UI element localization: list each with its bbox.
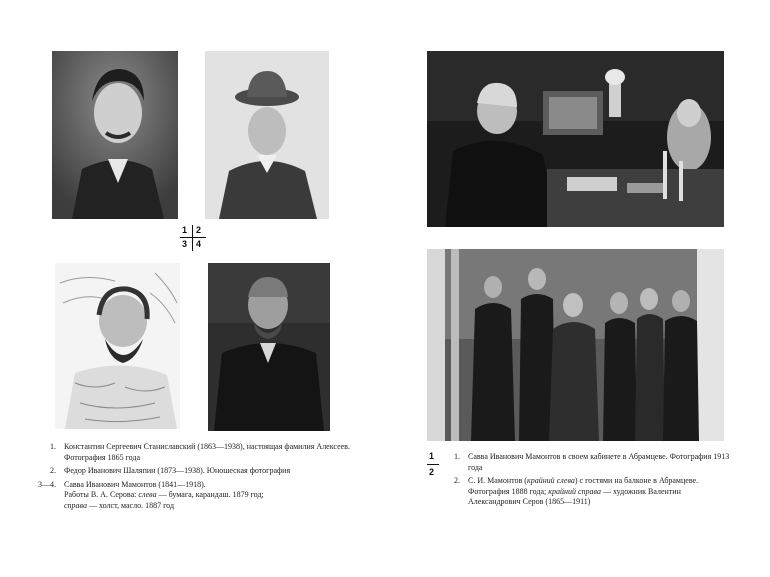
caption-emphasis: слева xyxy=(138,490,157,499)
painting-mamontov xyxy=(208,263,330,431)
fraction-number-1: 1 xyxy=(429,451,435,461)
caption-text: Константин Сергеевич Станиславский (1863—1938), настоящая фамилия Алексеев. Фотография 1865 года xyxy=(64,442,350,462)
caption-text: Савва Иванович Мамонтов в своем кабинете в Абрамцеве. Фотография 1913 года xyxy=(468,452,730,472)
caption-segment: — холст, масло. 1887 год xyxy=(86,500,175,510)
caption-item xyxy=(30,466,350,477)
grid-number-3: 3 xyxy=(182,239,188,249)
right-captions xyxy=(434,452,734,508)
grid-number-1: 1 xyxy=(182,225,188,235)
caption-segment: — художник Валентин Александрович Серов (1865—1911) xyxy=(468,486,681,506)
caption-text xyxy=(64,480,350,512)
caption-text xyxy=(468,476,734,508)
caption-number: 1. xyxy=(50,442,56,451)
photo-mamontov-balcony-group xyxy=(427,249,724,441)
caption-segment: — бумага, карандаш. 1879 год; xyxy=(156,490,264,499)
caption-text: Федор Иванович Шаляпин (1873—1938). Юношеская фотография xyxy=(64,466,291,475)
caption-number: 2. xyxy=(50,466,56,475)
caption-item xyxy=(434,452,734,473)
caption-number: 3—4. xyxy=(38,479,56,489)
grid-divider-horizontal xyxy=(180,237,206,238)
grid-number-4: 4 xyxy=(196,239,202,249)
left-captions xyxy=(30,442,350,511)
portrait-sketch-mamontov xyxy=(55,263,180,429)
caption-number: 1. xyxy=(454,452,460,461)
caption-item xyxy=(434,476,734,508)
caption-segment: Работы В. А. Серова: xyxy=(64,490,139,499)
caption-number: 2. xyxy=(454,476,460,485)
caption-emphasis: крайний справа xyxy=(548,486,601,496)
caption-item xyxy=(30,442,350,463)
caption-item xyxy=(30,480,350,512)
photo-number-grid xyxy=(180,225,206,251)
photo-stanislavsky xyxy=(52,51,178,219)
caption-line: Савва Иванович Мамонтов (1841—1918). xyxy=(64,479,206,489)
caption-segment: С. И. Мамонтов ( xyxy=(468,476,527,485)
photo-shalyapin xyxy=(205,51,329,219)
caption-emphasis: справа xyxy=(64,500,87,510)
grid-number-2: 2 xyxy=(196,225,202,235)
caption-emphasis: крайний слева xyxy=(526,476,575,485)
fraction-number-2: 2 xyxy=(429,467,435,477)
caption-segment: ) с гостями на балконе в Абрамцеве. Фотография 1888 года; xyxy=(468,476,699,496)
photo-mamontov-study xyxy=(427,51,724,227)
